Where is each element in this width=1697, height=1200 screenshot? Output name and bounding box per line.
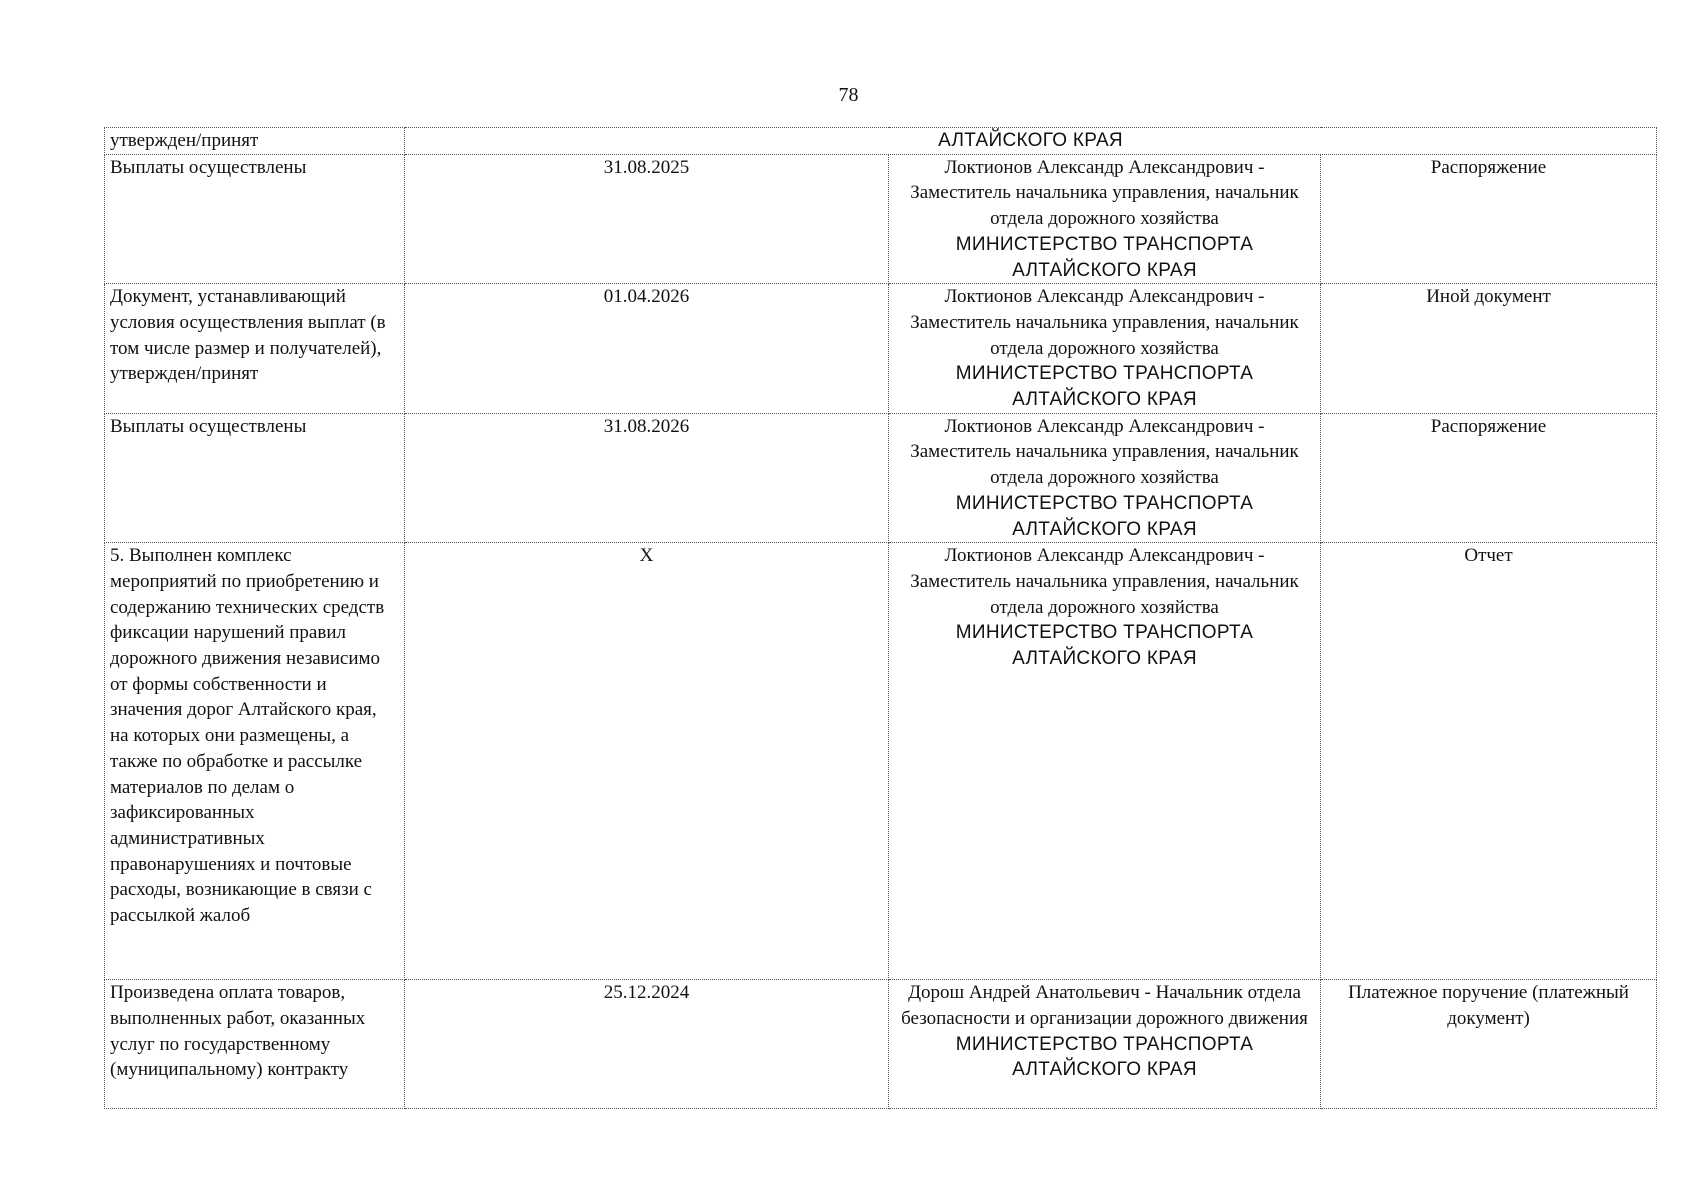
responsible-person: Локтионов Александр Александрович - Заместитель начальника управления, начальник отдела дорожного хозяйства: [910, 286, 1299, 359]
event-cell: Произведена оплата товаров, выполненных работ, оказанных услуг по государственному (муниципальному) контракту: [105, 980, 405, 1109]
organization-name: МИНИСТЕРСТВО ТРАНСПОРТА АЛТАЙСКОГО КРАЯ: [955, 233, 1254, 281]
organization-name: МИНИСТЕРСТВО ТРАНСПОРТА АЛТАЙСКОГО КРАЯ: [955, 363, 1254, 411]
organization-name: МИНИСТЕРСТВО ТРАНСПОРТА АЛТАЙСКОГО КРАЯ: [955, 1033, 1254, 1081]
table-row: [105, 543, 1657, 980]
document-type-cell: Иной документ: [1321, 284, 1657, 414]
table-row: [105, 413, 1657, 543]
document-type-cell: Отчет: [1321, 543, 1657, 980]
responsible-cell: [889, 284, 1321, 414]
date-cell: 25.12.2024: [405, 980, 889, 1109]
table-row: [105, 128, 1657, 155]
control-points-table: [104, 127, 1657, 1109]
table-row: [105, 980, 1657, 1109]
responsible-person: Дорош Андрей Анатольевич - Начальник отдела безопасности и организации дорожного движения: [901, 982, 1308, 1029]
responsible-cell: [889, 154, 1321, 284]
event-cell: Документ, устанавливающий условия осуществления выплат (в том числе размер и получателей), утвержден/принят: [105, 284, 405, 414]
responsible-cell: [889, 413, 1321, 543]
date-cell: 31.08.2026: [405, 413, 889, 543]
organization-name: МИНИСТЕРСТВО ТРАНСПОРТА АЛТАЙСКОГО КРАЯ: [955, 492, 1254, 540]
page-number: 78: [838, 84, 859, 106]
event-cell: 5. Выполнен комплекс мероприятий по приобретению и содержанию технических средств фиксации нарушений правил дорожного движения независимо от формы собственности и значения дорог Алтайского края, на которых они размещены, а также по обработке и рассылке материалов по делам о зафиксированных административных правонарушениях и почтовые расходы, возникающие в связи с рассылкой жалоб: [105, 543, 405, 980]
responsible-person: Локтионов Александр Александрович - Заместитель начальника управления, начальник отдела дорожного хозяйства: [910, 415, 1299, 489]
date-cell: X: [405, 543, 889, 980]
organization-name: МИНИСТЕРСТВО ТРАНСПОРТА АЛТАЙСКОГО КРАЯ: [955, 622, 1254, 670]
date-cell: 01.04.2026: [405, 284, 889, 414]
document-type-cell: Платежное поручение (платежный документ): [1321, 980, 1657, 1109]
table-row: [105, 284, 1657, 414]
responsible-cell: [889, 543, 1321, 980]
document-type-cell: Распоряжение: [1321, 154, 1657, 284]
responsible-cell: [405, 128, 1657, 155]
event-cell: Выплаты осуществлены: [105, 154, 405, 284]
table-row: [105, 154, 1657, 284]
responsible-person: Локтионов Александр Александрович - Заместитель начальника управления, начальник отдела дорожного хозяйства: [910, 156, 1299, 230]
document-type-cell: Распоряжение: [1321, 413, 1657, 543]
event-cell: утвержден/принят: [105, 128, 405, 155]
responsible-person: Локтионов Александр Александрович - Заместитель начальника управления, начальник отдела дорожного хозяйства: [910, 545, 1299, 618]
organization-name: АЛТАЙСКОГО КРАЯ: [938, 130, 1123, 151]
responsible-cell: [889, 980, 1321, 1109]
event-cell: Выплаты осуществлены: [105, 413, 405, 543]
date-cell: 31.08.2025: [405, 154, 889, 284]
